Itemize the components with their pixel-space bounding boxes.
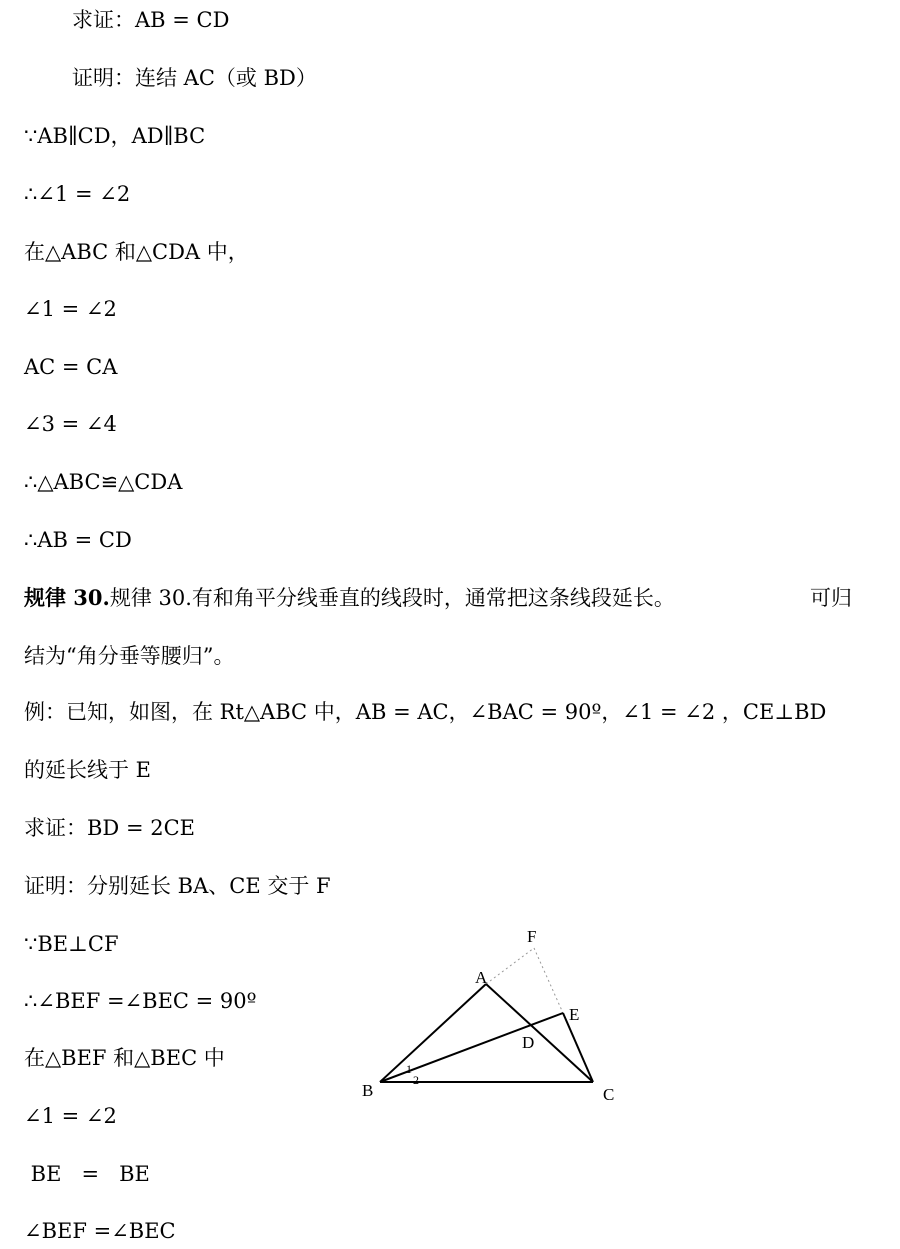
label-c: C [603,1085,615,1104]
text-line-7: AC = CA [24,355,118,379]
geometry-figure [350,920,650,1120]
rule-30-text: 规律 30.有和角平分线垂直的线段时，通常把这条线段延长。 [109,586,675,610]
text-line-10: ∴AB = CD [24,528,132,552]
text-line-17: ∵BE⊥CF [24,932,119,956]
text-line-9: ∴△ABC≌△CDA [24,470,183,494]
rule-30-heading [24,586,675,610]
text-line-21: BE = BE [24,1162,150,1186]
label-a: A [475,968,488,987]
segment-ab [380,984,486,1082]
text-line-18: ∴∠BEF =∠BEC = 90º [24,989,257,1013]
text-line-3: ∵AB∥CD，AD∥BC [24,124,206,148]
text-line-2: 证明：连结 AC（或 BD） [72,66,317,90]
text-line-6: ∠1 = ∠2 [24,297,117,321]
label-angle-1: 1 [406,1062,412,1076]
label-d: D [522,1033,535,1052]
label-e: E [569,1005,580,1024]
label-f: F [527,927,537,946]
text-line-20: ∠1 = ∠2 [24,1104,117,1128]
text-line-19: 在△BEF 和△BEC 中 [24,1046,225,1070]
text-line-15: 求证：BD = 2CE [24,816,195,840]
rule-30-label: 规律 30. [24,585,110,610]
label-angle-2: 2 [413,1073,419,1087]
segment-fe-dashed [534,948,563,1013]
text-line-4: ∴∠1 = ∠2 [24,182,131,206]
example-statement: 例：已知，如图，在 Rt△ABC 中，AB = AC，∠BAC = 90º，∠1 = ∠2 ，CE⊥BD [24,700,827,724]
text-line-5: 在△ABC 和△CDA 中， [24,240,249,264]
text-line-22: ∠BEF =∠BEC [24,1219,176,1243]
text-line-8: ∠3 = ∠4 [24,412,117,436]
text-line-14: 的延长线于 E [24,758,152,782]
text-line-12: 结为“角分垂等腰归”。 [24,644,235,668]
segment-ac [486,984,593,1082]
segment-af-dashed [486,948,534,984]
rule-30-tail: 可归 [810,586,852,610]
text-line-16: 证明：分别延长 BA、CE 交于 F [24,874,331,898]
label-b: B [362,1081,374,1100]
text-line-1: 求证：AB = CD [72,8,230,32]
